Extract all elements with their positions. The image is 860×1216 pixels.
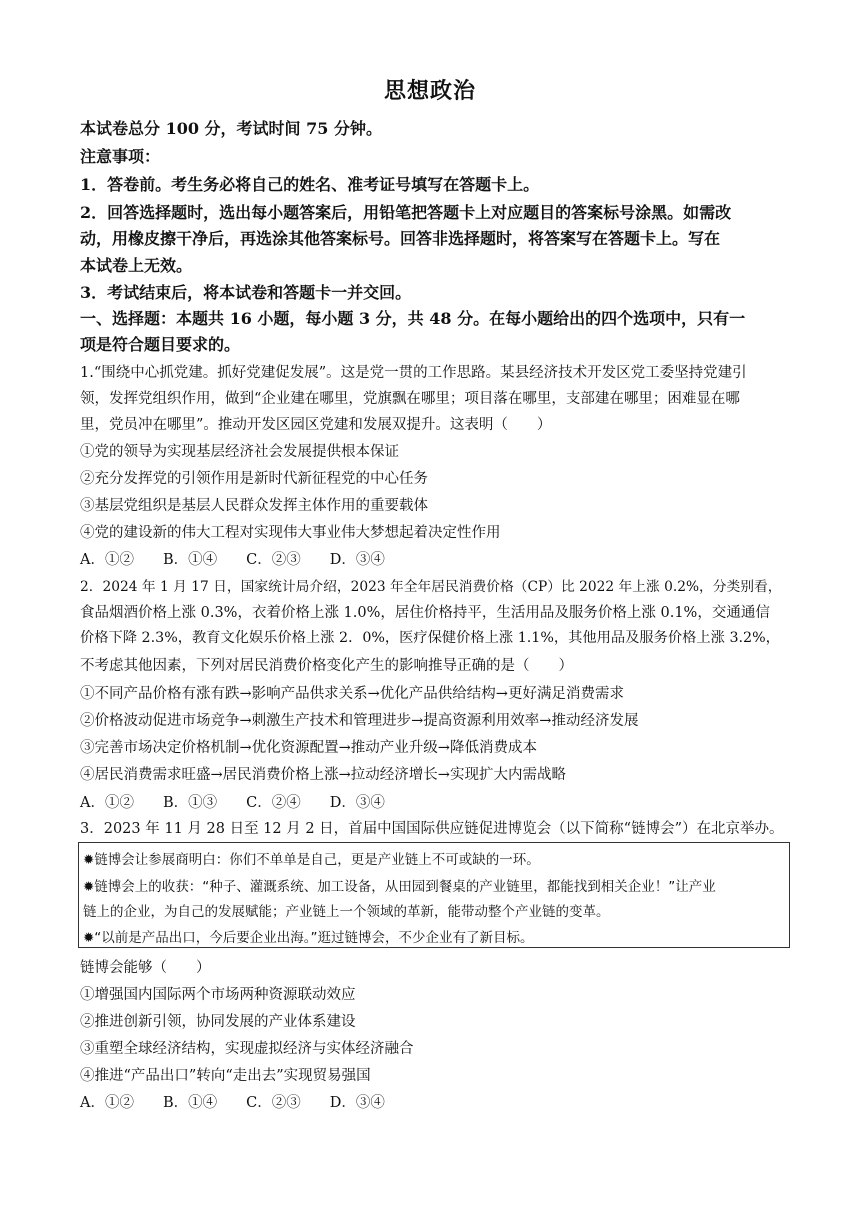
q3-option-1: ①增强国内国际两个市场两种资源联动效应 — [80, 987, 356, 1003]
q1-stem-line-2: 领，发挥党组织作用，做到“企业建在哪里，党旗飘在哪里；项目落在哪里，支部建在哪里；困难显在哪 — [80, 391, 740, 407]
q3-material-item-2-line-2: 链上的企业，为自己的发展赋能；产业链上一个领域的革新，能带动整个产业链的变革。 — [83, 904, 610, 920]
q2-stem-line-1: 2．2024 年 1 月 17 日，国家统计局介绍，2023 年全年居民消费价格（CP）比 2022 年上涨 0.2%，分类别看， — [80, 579, 782, 595]
q3-material-item-1: ✹链博会让参展商明白：你们不单单是自己，更是产业链上不可或缺的一环。 — [83, 852, 540, 868]
notice-2-line-2: 动，用橡皮擦干净后，再选涂其他答案标号。回答非选择题时，将答案写在答题卡上。写在 — [80, 229, 721, 248]
q3-option-2: ②推进创新引领，协同发展的产业体系建设 — [80, 1014, 356, 1030]
q3-choices: A．①② B．①④ C．②③ D．③④ — [80, 1095, 385, 1111]
q1-option-1: ①党的领导为实现基层经济社会发展提供根本保证 — [80, 444, 399, 460]
q3-question: 链博会能够（ ） — [80, 960, 211, 976]
q3-material-box — [78, 842, 790, 948]
q2-stem-line-4: 不考虑其他因素，下列对居民消费价格变化产生的影响推导正确的是（ ） — [80, 658, 573, 674]
notice-2-line-3: 本试卷上无效。 — [80, 256, 193, 275]
q1-option-3: ③基层党组织是基层人民群众发挥主体作用的重要载体 — [80, 498, 428, 514]
q3-option-3: ③重塑全球经济结构，实现虚拟经济与实体经济融合 — [80, 1041, 414, 1057]
q1-option-4: ④党的建设新的伟大工程对实现伟大事业伟大梦想起着决定性作用 — [80, 525, 501, 541]
section-heading-line-1: 一、选择题：本题共 16 小题，每小题 3 分，共 48 分。在每小题给出的四个选项中，只有一 — [80, 309, 746, 328]
q1-stem-line-3: 里，党员冲在哪里”。推动开发区园区党建和发展双提升。这表明（ ） — [80, 417, 552, 433]
q3-material-item-3: ✹“以前是产品出口，今后要企业出海。”逛过链博会，不少企业有了新目标。 — [83, 930, 534, 946]
page-title: 思想政治 — [383, 78, 476, 104]
q3-option-4: ④推进“产品出口”转向“走出去”实现贸易强国 — [80, 1068, 371, 1084]
section-heading-line-2: 项是符合题目要求的。 — [80, 335, 241, 354]
q1-choices: A．①② B．①④ C．②③ D．③④ — [80, 552, 385, 568]
q2-stem-line-3: 价格下降 2.3%，教育文化娱乐价格上涨 2．0%，医疗保健价格上涨 1.1%，其他用品及服务价格上涨 3.2%， — [80, 630, 780, 646]
q2-option-4: ④居民消费需求旺盛→居民消费价格上涨→拉动经济增长→实现扩大内需战略 — [80, 767, 566, 783]
q1-stem-line-1: 1.“围绕中心抓党建。抓好党建促发展”。这是党一贯的工作思路。某县经济技术开发区党工委坚持党建引 — [80, 365, 747, 381]
q2-stem-line-2: 食品烟酒价格上涨 0.3%，衣着价格上涨 1.0%，居住价格持平，生活用品及服务价格上涨 0.1%，交通通信 — [80, 605, 770, 621]
q2-option-1: ①不同产品价格有涨有跌→影响产品供求关系→优化产品供给结构→更好满足消费需求 — [80, 686, 624, 702]
notice-3: 3．考试结束后，将本试卷和答题卡一并交回。 — [80, 283, 412, 302]
q3-material-item-2-line-1: ✹链博会上的收获：“种子、灌溉系统、加工设备，从田园到餐桌的产业链里，都能找到相关企业！”让产业 — [83, 879, 716, 895]
notice-heading: 注意事项： — [80, 147, 161, 166]
notice-1: 1．答卷前。考生务必将自己的姓名、准考证号填写在答题卡上。 — [80, 175, 540, 194]
q2-choices: A．①② B．①③ C．②④ D．③④ — [80, 795, 385, 811]
notice-2-line-1: 2．回答选择题时，选出每小题答案后，用铅笔把答题卡上对应题目的答案标号涂黑。如需改 — [80, 203, 732, 222]
q1-option-2: ②充分发挥党的引领作用是新时代新征程党的中心任务 — [80, 471, 428, 487]
q2-option-2: ②价格波动促进市场竞争→刺激生产技术和管理进步→提高资源利用效率→推动经济发展 — [80, 713, 639, 729]
q3-stem: 3．2023 年 11 月 28 日至 12 月 2 日，首届中国国际供应链促进博览会（以下简称“链博会”）在北京举办。 — [80, 821, 784, 837]
score-line: 本试卷总分 100 分，考试时间 75 分钟。 — [80, 119, 382, 138]
q2-option-3: ③完善市场决定价格机制→优化资源配置→推动产业升级→降低消费成本 — [80, 740, 537, 756]
